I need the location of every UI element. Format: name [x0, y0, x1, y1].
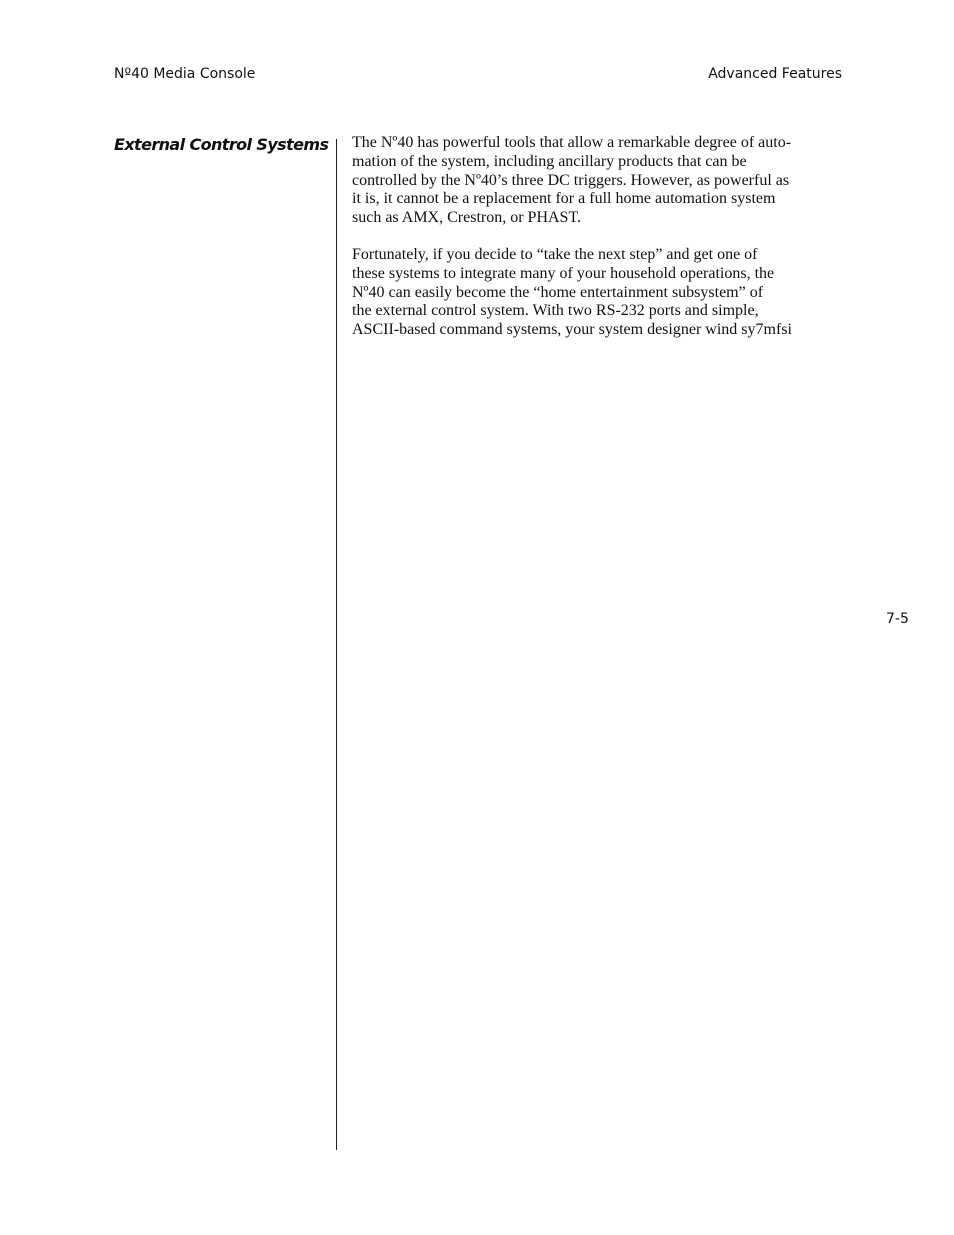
text-line: it is, it cannot be a replacement for a full home automation system — [352, 190, 776, 208]
text-line: these systems to integrate many of your household operations, the — [352, 264, 775, 282]
paragraph-2 — [352, 246, 846, 340]
paragraph-1 — [352, 134, 846, 228]
running-header-chapter: Advanced Features — [708, 66, 842, 82]
text-line: Fortunately, if you decide to “take the next step” and get one of — [352, 245, 758, 263]
text-line: mation of the system, including ancillary products that can be — [352, 152, 747, 170]
text-line: ASCII-based command systems, your system designer wind sy7mfsi — [352, 321, 792, 339]
column-divider — [336, 139, 337, 1150]
text-line: The Nº40 has powerful tools that allow a remarkable degree of auto- — [352, 134, 792, 151]
page-number: 7-5 — [886, 611, 909, 627]
section-heading: External Control Systems — [114, 135, 329, 154]
body-text — [352, 134, 846, 358]
text-line: the external control system. With two RS-232 ports and simple, — [352, 302, 759, 320]
text-line: such as AMX, Crestron, or PHAST. — [352, 209, 582, 227]
running-header-title: Nº40 Media Console — [114, 66, 256, 82]
text-line: Nº40 can easily become the “home entertainment subsystem” of — [352, 283, 764, 301]
text-line: controlled by the Nº40’s three DC triggers. However, as powerful as — [352, 171, 790, 189]
